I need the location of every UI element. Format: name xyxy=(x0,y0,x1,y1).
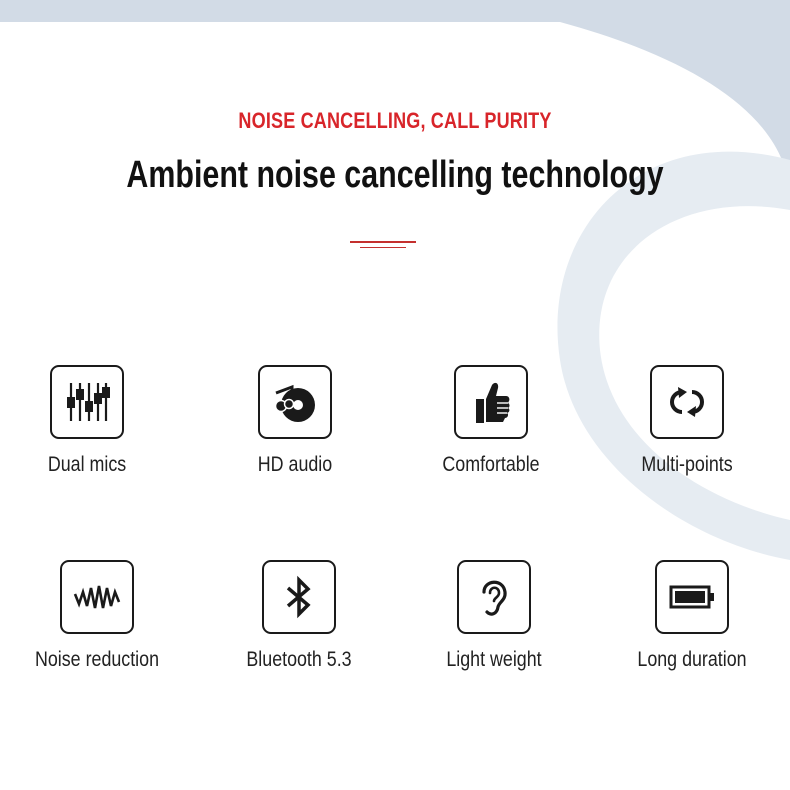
bluetooth-icon xyxy=(272,570,326,624)
loop-arrows-icon xyxy=(660,375,714,429)
feature-dual-mics xyxy=(2,365,172,477)
feature-icon-box xyxy=(262,560,336,634)
feature-icon-box xyxy=(50,365,124,439)
feature-long-duration xyxy=(607,560,777,672)
feature-label: HD audio xyxy=(257,453,333,476)
feature-icon-box xyxy=(457,560,531,634)
page-title: Ambient noise cancelling technology xyxy=(126,154,664,196)
feature-label: Multi-points xyxy=(641,453,733,476)
feature-label: Comfortable xyxy=(442,453,540,476)
feature-bluetooth xyxy=(214,560,384,672)
feature-label: Dual mics xyxy=(47,453,127,476)
feature-icon-box xyxy=(655,560,729,634)
feature-multi-points xyxy=(602,365,772,477)
feature-icon-box xyxy=(650,365,724,439)
feature-hd-audio xyxy=(210,365,380,477)
music-disc-icon xyxy=(268,375,322,429)
sound-wave-icon xyxy=(70,570,124,624)
feature-noise-reduction xyxy=(12,560,182,672)
title-divider xyxy=(350,241,416,249)
feature-label: Long duration xyxy=(637,648,747,671)
feature-icon-box xyxy=(258,365,332,439)
feature-icon-box xyxy=(60,560,134,634)
equalizer-icon xyxy=(60,375,114,429)
ear-icon xyxy=(467,570,521,624)
feature-label: Light weight xyxy=(446,648,542,671)
feature-label: Bluetooth 5.3 xyxy=(246,648,352,671)
feature-label: Noise reduction xyxy=(34,648,160,671)
battery-icon xyxy=(665,570,719,624)
feature-light-weight xyxy=(409,560,579,672)
feature-icon-box xyxy=(454,365,528,439)
section-subtitle: NOISE CANCELLING, CALL PURITY xyxy=(238,108,552,133)
feature-comfortable xyxy=(406,365,576,477)
thumbs-up-icon xyxy=(464,375,518,429)
